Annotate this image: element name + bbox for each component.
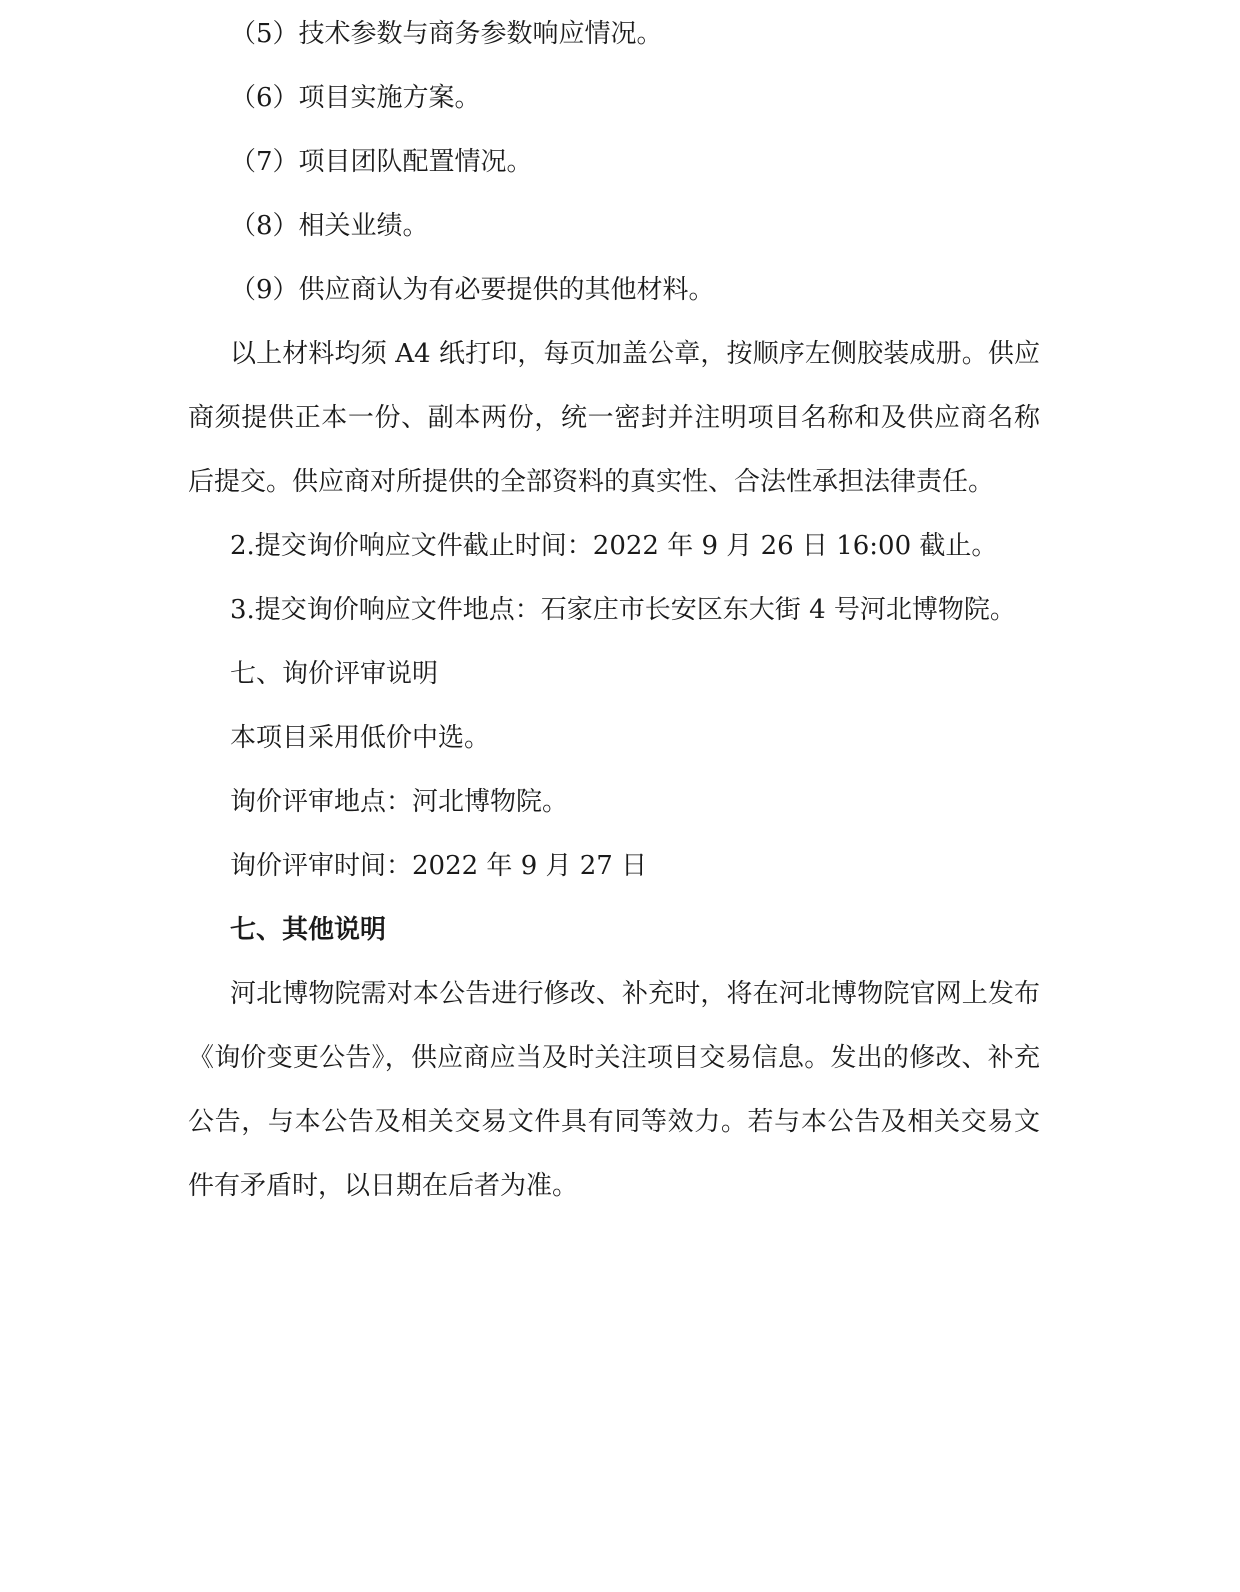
review-place: 询价评审地点：河北博物院。 bbox=[230, 787, 569, 817]
list-item-6: （6）项目实施方案。 bbox=[230, 83, 481, 113]
section-other-heading: 七、其他说明 bbox=[230, 915, 387, 945]
review-method: 本项目采用低价中选。 bbox=[230, 723, 491, 753]
other-paragraph: 河北博物院需对本公告进行修改、补充时，将在河北博物院官网上发布《询价变更公告》，供应商应当及时关注项目交易信息。发出的修改、补充公告，与本公告及相关交易文件具有同等效力。若与本公告及相关交易文件有矛盾时，以日期在后者为准。 bbox=[188, 979, 1040, 1201]
list-item-7: （7）项目团队配置情况。 bbox=[230, 147, 533, 177]
list-item-8: （8）相关业绩。 bbox=[230, 211, 429, 241]
location-paragraph: 3.提交询价响应文件地点：石家庄市长安区东大街 4 号河北博物院。 bbox=[230, 595, 1016, 625]
document-body bbox=[188, 2, 1040, 1218]
list-item-9: （9）供应商认为有必要提供的其他材料。 bbox=[230, 275, 715, 305]
materials-paragraph: 以上材料均须 A4 纸打印，每页加盖公章，按顺序左侧胶装成册。供应商须提供正本一份、副本两份，统一密封并注明项目名称和及供应商名称后提交。供应商对所提供的全部资料的真实性、合法性承担法律责任。 bbox=[188, 339, 1040, 497]
deadline-paragraph: 2.提交询价响应文件截止时间：2022 年 9 月 26 日 16:00 截止。 bbox=[230, 531, 998, 561]
list-item-5: （5）技术参数与商务参数响应情况。 bbox=[230, 19, 663, 49]
section-review-heading: 七、询价评审说明 bbox=[230, 659, 439, 689]
review-time: 询价评审时间：2022 年 9 月 27 日 bbox=[230, 851, 648, 881]
